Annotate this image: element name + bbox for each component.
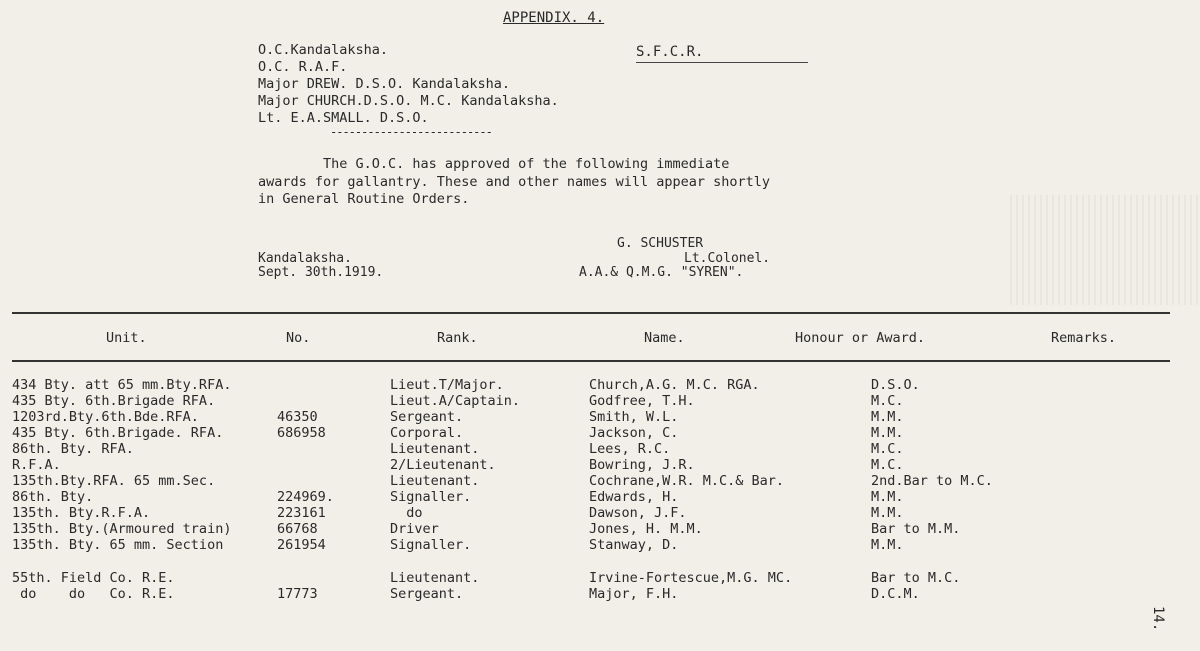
table-row <box>0 505 1200 521</box>
distribution-item: Major CHURCH.D.S.O. M.C. Kandalaksha. <box>258 93 559 109</box>
cell-award: Bar to M.M. <box>871 521 961 537</box>
signatory-rank: Lt.Colonel. <box>684 251 771 266</box>
cell-name: Irvine-Fortescue,M.G. MC. <box>589 570 793 586</box>
cell-unit: R.F.A. <box>12 457 61 473</box>
dashed-separator: -------------------------- <box>330 125 492 139</box>
cell-award: M.C. <box>871 441 904 457</box>
table-row <box>0 521 1200 537</box>
cell-award: M.M. <box>871 409 904 425</box>
cell-rank: Corporal. <box>390 425 464 441</box>
cell-rank: Lieut.T/Major. <box>390 377 504 393</box>
cell-unit: 435 Bty. 6th.Brigade RFA. <box>12 393 216 409</box>
table-row <box>0 393 1200 409</box>
cell-rank: Sergeant. <box>390 409 464 425</box>
paper-shadow <box>1010 195 1200 305</box>
cell-unit: 1203rd.Bty.6th.Bde.RFA. <box>12 409 199 425</box>
cell-name: Jones, H. M.M. <box>589 521 703 537</box>
distribution-item: O.C.Kandalaksha. <box>258 42 389 58</box>
signatory-appointment: A.A.& Q.M.G. "SYREN". <box>579 265 744 280</box>
cell-name: Major, F.H. <box>589 586 679 602</box>
body-text: The G.O.C. has approved of the following immediate awards for gallantry. These and other names will appear shortly in General Routine Orders. <box>258 156 771 207</box>
cell-award: M.M. <box>871 425 904 441</box>
table-header-rule <box>12 360 1170 362</box>
signatory-name: G. SCHUSTER <box>617 236 704 251</box>
cell-rank: Lieutenant. <box>390 441 480 457</box>
cell-unit: 135th. Bty. 65 mm. Section <box>12 537 224 553</box>
table-row <box>0 570 1200 586</box>
cell-award: D.S.O. <box>871 377 920 393</box>
cell-award: D.C.M. <box>871 586 920 602</box>
cell-unit: 435 Bty. 6th.Brigade. RFA. <box>12 425 224 441</box>
date-line: Sept. 30th.1919. <box>258 265 384 280</box>
header-name: Name. <box>644 330 685 346</box>
table-row <box>0 377 1200 393</box>
cell-rank: Lieut.A/Captain. <box>390 393 521 409</box>
distribution-item: Lt. E.A.SMALL. D.S.O. <box>258 110 429 126</box>
cell-rank: Sergeant. <box>390 586 464 602</box>
table-row <box>0 409 1200 425</box>
cell-no: 223161 <box>277 505 326 521</box>
cell-rank: 2/Lieutenant. <box>390 457 496 473</box>
cell-award: M.M. <box>871 537 904 553</box>
cell-no: 224969. <box>277 489 334 505</box>
cell-award: M.M. <box>871 505 904 521</box>
cell-unit: 135th. Bty.(Armoured train) <box>12 521 232 537</box>
cell-rank: do <box>390 505 423 521</box>
cell-rank: Lieutenant. <box>390 570 480 586</box>
cell-rank: Lieutenant. <box>390 473 480 489</box>
table-row <box>0 586 1200 602</box>
cell-name: Stanway, D. <box>589 537 679 553</box>
cell-award: Bar to M.C. <box>871 570 961 586</box>
distribution-item: O.C. R.A.F. <box>258 59 348 75</box>
cell-award: M.C. <box>871 393 904 409</box>
cell-no: 66768 <box>277 521 318 537</box>
appendix-title: APPENDIX. 4. <box>503 10 605 26</box>
table-row <box>0 457 1200 473</box>
table-row <box>0 441 1200 457</box>
header-remarks: Remarks. <box>1051 330 1117 346</box>
cell-unit: 55th. Field Co. R.E. <box>12 570 175 586</box>
cell-name: Dawson, J.F. <box>589 505 687 521</box>
cell-name: Jackson, C. <box>589 425 679 441</box>
cell-unit: 135th.Bty.RFA. 65 mm.Sec. <box>12 473 216 489</box>
cell-rank: Driver <box>390 521 439 537</box>
cell-rank: Signaller. <box>390 489 472 505</box>
place-line: Kandalaksha. <box>258 251 352 266</box>
cell-rank: Signaller. <box>390 537 472 553</box>
distribution-item: Major DREW. D.S.O. Kandalaksha. <box>258 76 510 92</box>
table-row <box>0 473 1200 489</box>
cell-unit: do do Co. R.E. <box>12 586 175 602</box>
cell-unit: 434 Bty. att 65 mm.Bty.RFA. <box>12 377 232 393</box>
header-award: Honour or Award. <box>795 330 926 346</box>
page-number: 14. <box>1150 606 1166 632</box>
header-no: No. <box>286 330 311 346</box>
cell-unit: 135th. Bty.R.F.A. <box>12 505 151 521</box>
table-row <box>0 489 1200 505</box>
reference-code: S.F.C.R. <box>636 44 704 60</box>
cell-name: Church,A.G. M.C. RGA. <box>589 377 760 393</box>
table-row <box>0 425 1200 441</box>
cell-award: M.C. <box>871 457 904 473</box>
table-top-rule <box>12 312 1170 314</box>
cell-name: Godfree, T.H. <box>589 393 695 409</box>
cell-no: 686958 <box>277 425 326 441</box>
cell-award: 2nd.Bar to M.C. <box>871 473 993 489</box>
reference-underline <box>636 62 808 63</box>
cell-name: Bowring, J.R. <box>589 457 695 473</box>
cell-no: 261954 <box>277 537 326 553</box>
cell-unit: 86th. Bty. <box>12 489 94 505</box>
cell-name: Edwards, H. <box>589 489 679 505</box>
header-unit: Unit. <box>106 330 147 346</box>
cell-name: Smith, W.L. <box>589 409 679 425</box>
header-rank: Rank. <box>437 330 478 346</box>
cell-award: M.M. <box>871 489 904 505</box>
cell-no: 17773 <box>277 586 318 602</box>
cell-name: Lees, R.C. <box>589 441 671 457</box>
distribution-list <box>258 42 559 127</box>
cell-unit: 86th. Bty. RFA. <box>12 441 134 457</box>
cell-no: 46350 <box>277 409 318 425</box>
cell-name: Cochrane,W.R. M.C.& Bar. <box>589 473 785 489</box>
table-row <box>0 537 1200 553</box>
